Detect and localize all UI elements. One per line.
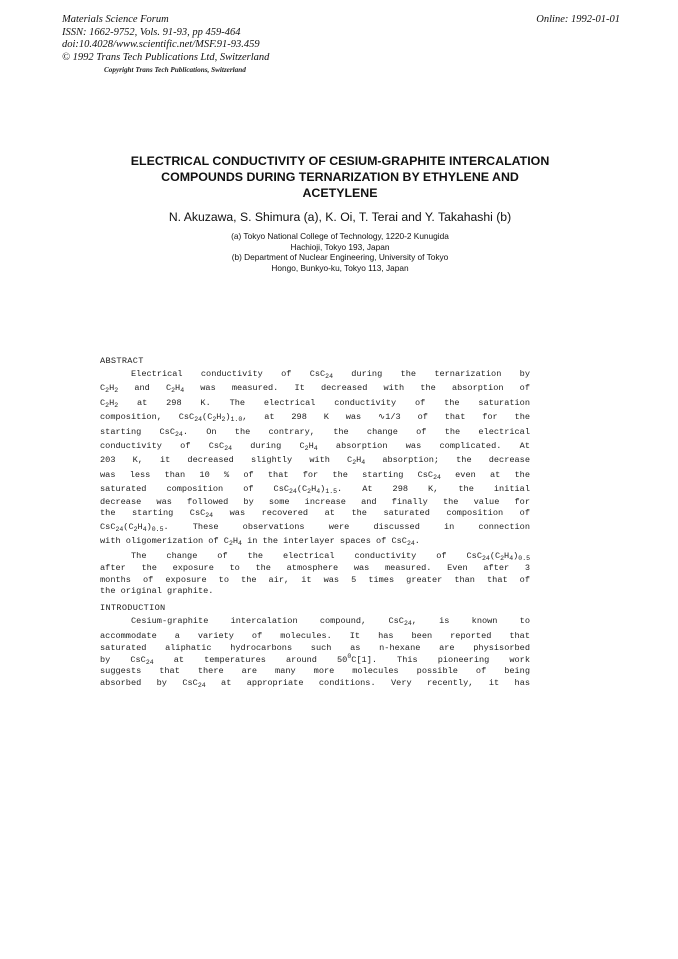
subscript: 24 (115, 525, 124, 533)
subscript: 24 (175, 430, 183, 438)
doi-line: doi:10.4028/www.scientific.net/MSF.91-93.459 (62, 39, 260, 51)
subscript: 2 (114, 401, 119, 409)
affiliation-line: (a) Tokyo National College of Technology, 1220-2 Kunugida (231, 231, 449, 241)
text-line: $C_2H_2$ and $C_2H_4$ was measured. It decreased with the absorption of (100, 383, 530, 395)
subscript: 2 (114, 387, 119, 395)
subscript: 2 (171, 387, 176, 395)
abstract-body (100, 367, 530, 598)
affiliation-line: (b) Department of Nuclear Engineering, University of Tokyo (231, 252, 449, 263)
subscript: 24 (433, 473, 441, 481)
subscript: 24 (325, 373, 333, 380)
affiliations (110, 231, 570, 273)
text-line: months of exposure to the air, it was 5 times greater than that of (100, 574, 530, 585)
subscript: 24 (194, 416, 203, 424)
copyright-line: © 1992 Trans Tech Publications Ltd, Switzerland (62, 51, 270, 63)
subscript: 24 (224, 444, 233, 452)
subscript: 4 (316, 488, 321, 496)
subscript: 2 (133, 525, 138, 533)
affiliation-line: Hachioji, Tokyo 193, Japan (290, 241, 390, 252)
text-line: the original graphite. (100, 586, 214, 597)
abstract-heading: ABSTRACT (100, 356, 144, 366)
author-list: N. Akuzawa, S. Shimura (a), K. Oi, T. Terai and Y. Takahashi (b) (168, 210, 512, 224)
text-line: composition, $CsC_{24}(C_2H_2)_{1.0}$, at 298 K was ∿1/3 of that for the (100, 412, 531, 424)
text-line: the starting CsC$_{24}$ was recovered at the saturated composition of (100, 508, 530, 520)
text-line: by CsC$_{24}$ at temperatures around $50^0C[1]$. This pioneering work (100, 652, 530, 666)
text-line: starting CsC$_{24}$. On the contrary, the change of the electrical (100, 426, 531, 438)
subscript: 2 (228, 540, 233, 548)
text-line: suggests that there are many more molecules possible of being (100, 666, 530, 677)
journal-name: Materials Science Forum (62, 14, 169, 25)
introduction-body (100, 614, 530, 690)
affiliation-line: Hongo, Bunkyo-ku, Tokyo 113, Japan (271, 262, 409, 273)
copyright-notice: Copyright Trans Tech Publications, Switzerland (104, 66, 246, 74)
text-line: accommodate a variety of molecules. It has been reported that (100, 630, 530, 641)
subscript: 4 (142, 525, 147, 533)
subscript: 24 (289, 488, 297, 496)
introduction-heading: INTRODUCTION (100, 603, 166, 614)
text-line: Electrical conductivity of CsC$_{24}$ during the ternarization by (131, 369, 530, 380)
subscript: 24 (145, 658, 154, 666)
text-line: 203 K, it decreased slightly with $C_2H_4$ absorption; the decrease (100, 455, 530, 467)
paper-body (100, 355, 530, 690)
title-line: ACETYLENE (302, 186, 378, 200)
subscript: 0.5 (151, 525, 164, 533)
journal-header (62, 14, 269, 64)
subscript: 4 (313, 444, 318, 452)
subscript: 2 (500, 554, 505, 562)
text-line: decrease was followed by some increase and finally the value for (100, 496, 530, 507)
text-line: Cesium-graphite intercalation compound, CsC$_{24}$, is known to (131, 616, 530, 628)
text-line: $C_2H_2$ at 298 K. The electrical conductivity of the saturation (100, 397, 530, 409)
text-line: absorbed by CsC$_{24}$ at appropriate conditions. Very recently, it has (100, 677, 531, 689)
subscript: 4 (509, 554, 514, 562)
subscript: 2 (304, 444, 309, 452)
subscript: 4 (180, 387, 185, 395)
subscript: 4 (361, 459, 366, 467)
subscript: 2 (307, 488, 312, 496)
text-line: saturated aliphatic hydrocarbons such as n-hexane are physisorbed (100, 642, 530, 653)
title-line: COMPOUNDS DURING TERNARIZATION BY ETHYLENE AND (161, 170, 519, 184)
superscript: 0 (347, 652, 352, 660)
subscript: 2 (352, 459, 357, 467)
subscript: 2 (212, 416, 217, 424)
text-line: with oligomerization of $C_2H_4$ in the interlayer spaces of CsC$_{24}$. (100, 536, 420, 548)
subscript: 24 (205, 512, 214, 520)
subscript: 2 (221, 416, 226, 424)
paper-title (90, 153, 590, 201)
text-line: was less than 10 % of that for the starting CsC$_{24}$ even at the (100, 469, 531, 481)
subscript: 0.5 (518, 554, 530, 562)
text-line: The change of the electrical conductivity of $CsC_{24}(C_2H_4)_{0.5}$ (131, 550, 530, 562)
text-line: conductivity of CsC$_{24}$ during $C_2H_4$ absorption was complicated. At (100, 440, 530, 452)
subscript: 1.5 (325, 488, 338, 496)
subscript: 2 (105, 401, 110, 409)
subscript: 24 (197, 681, 206, 689)
text-line: after the exposure to the atmosphere was measured. Even after 3 (100, 563, 530, 574)
online-date: Online: 1992-01-01 (536, 14, 620, 25)
subscript: 24 (482, 554, 490, 562)
subscript: 24 (406, 540, 415, 548)
title-line: ELECTRICAL CONDUCTIVITY OF CESIUM-GRAPHITE INTERCALATION (130, 154, 550, 168)
subscript: 4 (238, 540, 242, 548)
text-line: $CsC_{24}(C_2H_4)_{0.5}$. These observations were discussed in connection (100, 521, 530, 533)
text-line: saturated composition of $CsC_{24}(C_2H_4)_{1.5}$. At 298 K, the initial (100, 484, 530, 496)
issn-line: ISSN: 1662-9752, Vols. 91-93, pp 459-464 (62, 26, 241, 38)
subscript: 2 (105, 387, 110, 395)
subscript: 1.0 (230, 416, 243, 424)
subscript: 24 (403, 620, 412, 628)
